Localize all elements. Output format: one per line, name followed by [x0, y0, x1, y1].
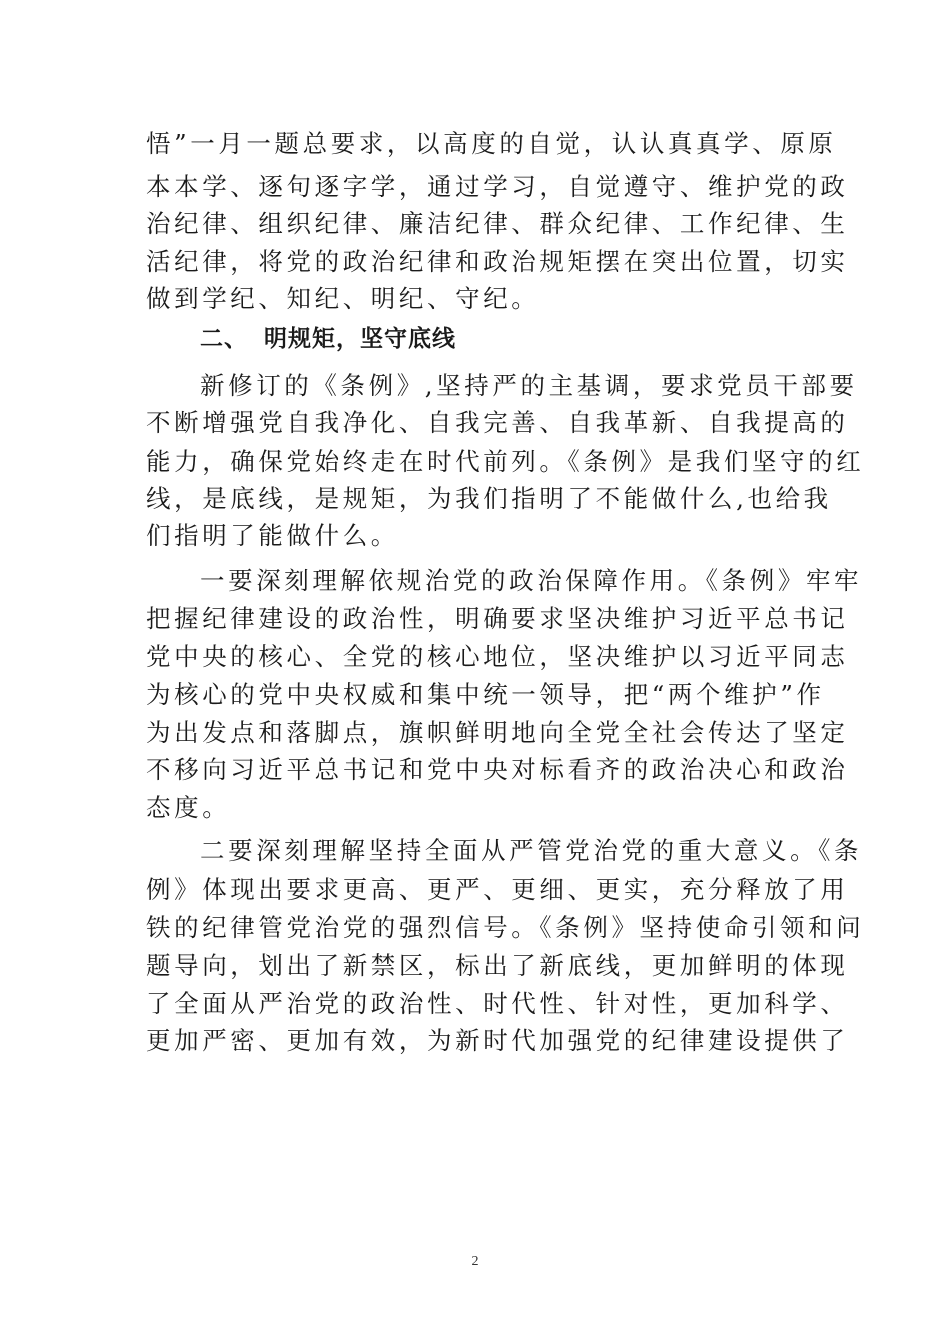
text-line: 了全面从严治党的政治性、时代性、针对性，更加科学、 [146, 989, 849, 1018]
text-line: 不移向习近平总书记和党中央对标看齐的政治决心和政治 [146, 755, 849, 784]
text-line: 态度。 [146, 793, 231, 822]
text-line: 悟”一月一题总要求，以高度的自觉，认认真真学、原原 [146, 129, 837, 158]
text-line: 做到学纪、知纪、明纪、守纪。 [146, 284, 540, 313]
section-heading-number: 二、 [200, 326, 248, 352]
section-heading [200, 321, 456, 357]
text-line: 一要深刻理解依规治党的政治保障作用。《条例》牢牢 [200, 566, 863, 595]
text-line: 为核心的党中央权威和集中统一领导，把“两个维护”作 [146, 680, 825, 709]
text-line: 铁的纪律管党治党的强烈信号。《条例》坚持使命引领和问 [146, 913, 865, 942]
text-line: 能力，确保党始终走在时代前列。《条例》是我们坚守的红 [146, 447, 865, 476]
text-line: 们指明了能做什么。 [146, 521, 399, 550]
text-line: 活纪律，将党的政治纪律和政治规矩摆在突出位置，切实 [146, 247, 849, 276]
page-number: 2 [471, 1254, 479, 1269]
text-line: 新修订的《条例》,坚持严的主基调，要求党员干部要 [200, 371, 858, 400]
text-line: 线，是底线，是规矩，为我们指明了不能做什么,也给我 [146, 484, 832, 513]
section-heading-title: 明规矩，坚守底线 [264, 326, 456, 352]
text-line: 例》体现出要求更高、更严、更细、更实，充分释放了用 [146, 875, 849, 904]
text-line: 题导向，划出了新禁区，标出了新底线，更加鲜明的体现 [146, 951, 849, 980]
text-line: 更加严密、更加有效，为新时代加强党的纪律建设提供了 [146, 1026, 849, 1055]
text-line: 治纪律、组织纪律、廉洁纪律、群众纪律、工作纪律、生 [146, 209, 849, 238]
text-line: 为出发点和落脚点，旗帜鲜明地向全党全社会传达了坚定 [146, 718, 849, 747]
text-line: 不断增强党自我净化、自我完善、自我革新、自我提高的 [146, 408, 849, 437]
text-line: 本本学、逐句逐字学，通过学习，自觉遵守、维护党的政 [146, 172, 849, 201]
text-line: 把握纪律建设的政治性，明确要求坚决维护习近平总书记 [146, 604, 849, 633]
text-line: 党中央的核心、全党的核心地位，坚决维护以习近平同志 [146, 642, 849, 671]
text-line: 二要深刻理解坚持全面从严管党治党的重大意义。《条 [200, 836, 863, 865]
